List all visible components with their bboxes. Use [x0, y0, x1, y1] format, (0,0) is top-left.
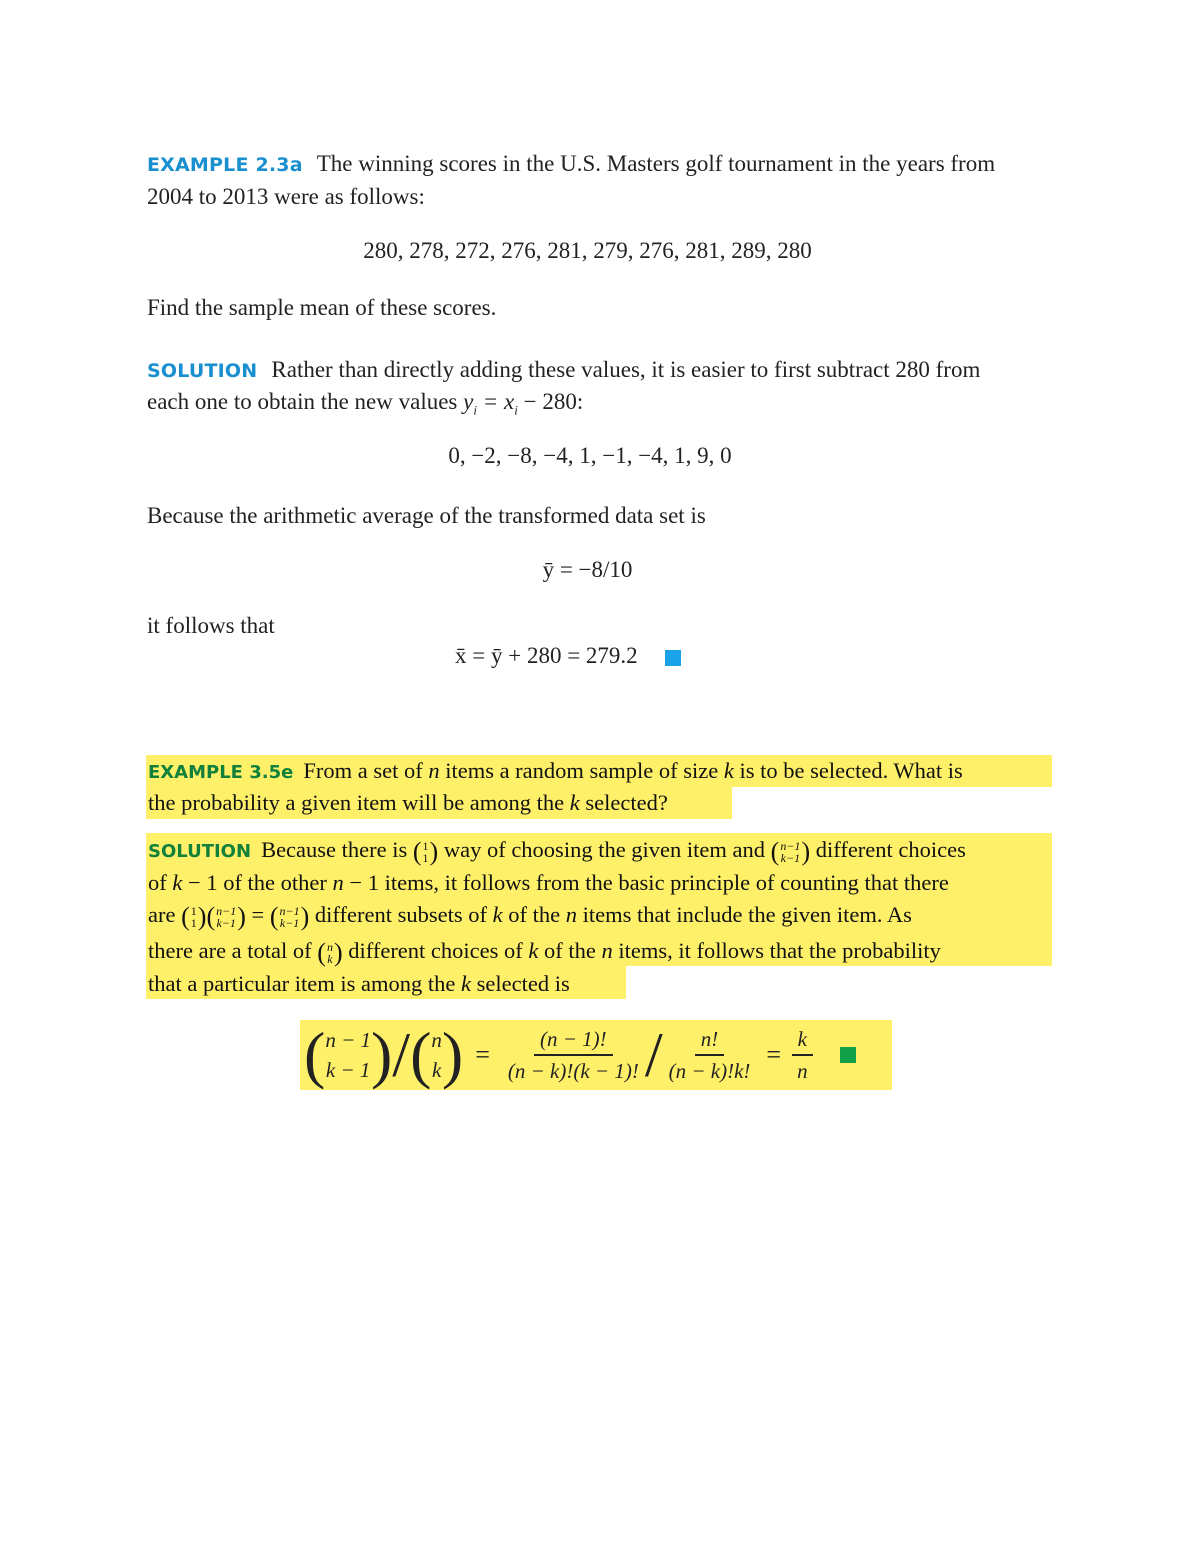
solution-2-line3: are ( 1 1 ) ( n−1 k−1 ) = ( n−1 k−1 ) different subsets of k of the n items that include the given item. As	[148, 901, 912, 931]
example-label: EXAMPLE 2.3a	[147, 154, 303, 176]
highlight-mask	[626, 966, 1056, 1006]
example-2-3a-line2: 2004 to 2013 were as follows:	[147, 184, 425, 209]
question-text: Find the sample mean of these scores.	[147, 295, 497, 320]
end-square-icon	[665, 650, 681, 666]
transformed-values: 0, −2, −8, −4, 1, −1, −4, 1, 9, 0	[448, 443, 732, 468]
binom-1-1: ( 1 1 )	[412, 836, 439, 866]
it-follows-text: it follows that	[147, 613, 275, 638]
solution-line2: each one to obtain the new values $y_i = x_i - 280$:	[147, 389, 584, 418]
solution-label: SOLUTION	[148, 841, 252, 862]
example-3-5e-line2: the probability a given item will be among the k selected?	[148, 790, 668, 815]
example-3-5e-line1: EXAMPLE 3.5e From a set of n items a random sample of size k is to be selected. What is	[148, 758, 963, 783]
probability-formula: ( n − 1 k − 1 ) / ( n k ) = $\frac{(n - 1)!}{(n - k)!(k - 1)!}$ / $\frac{n!}{(n - k)!k!}$ = $\frac{k}{n}$	[304, 1022, 856, 1088]
solution-2-line4: there are a total of ( n k ) different choices of k of the n items, it follows that the probability	[148, 937, 941, 967]
solution-label: SOLUTION	[147, 360, 258, 382]
xbar-formula: x̄ = ȳ + 280 = 279.2	[455, 643, 681, 669]
solution-2-line5: that a particular item is among the k selected is	[148, 971, 570, 996]
ybar-formula: ȳ = −8/10	[542, 557, 633, 582]
because-text: Because the arithmetic average of the transformed data set is	[147, 503, 706, 528]
example-label: EXAMPLE 3.5e	[148, 762, 294, 783]
solution-line1: SOLUTION Rather than directly adding these values, it is easier to first subtract 280 from	[147, 357, 981, 382]
example-2-3a-line1: EXAMPLE 2.3a The winning scores in the U.S. Masters golf tournament in the years from	[147, 151, 996, 176]
binom-n1-k1: ( n−1 k−1 )	[770, 836, 811, 866]
solution-2-line1: SOLUTION Because there is ( 1 1 ) way of choosing the given item and ( n−1 k−1 ) different choices	[148, 836, 966, 866]
solution-2-line2: of k − 1 of the other n − 1 items, it follows from the basic principle of counting that there	[148, 870, 949, 895]
scores-list: 280, 278, 272, 276, 281, 279, 276, 281, 289, 280	[363, 238, 812, 263]
end-square-icon	[840, 1047, 856, 1063]
